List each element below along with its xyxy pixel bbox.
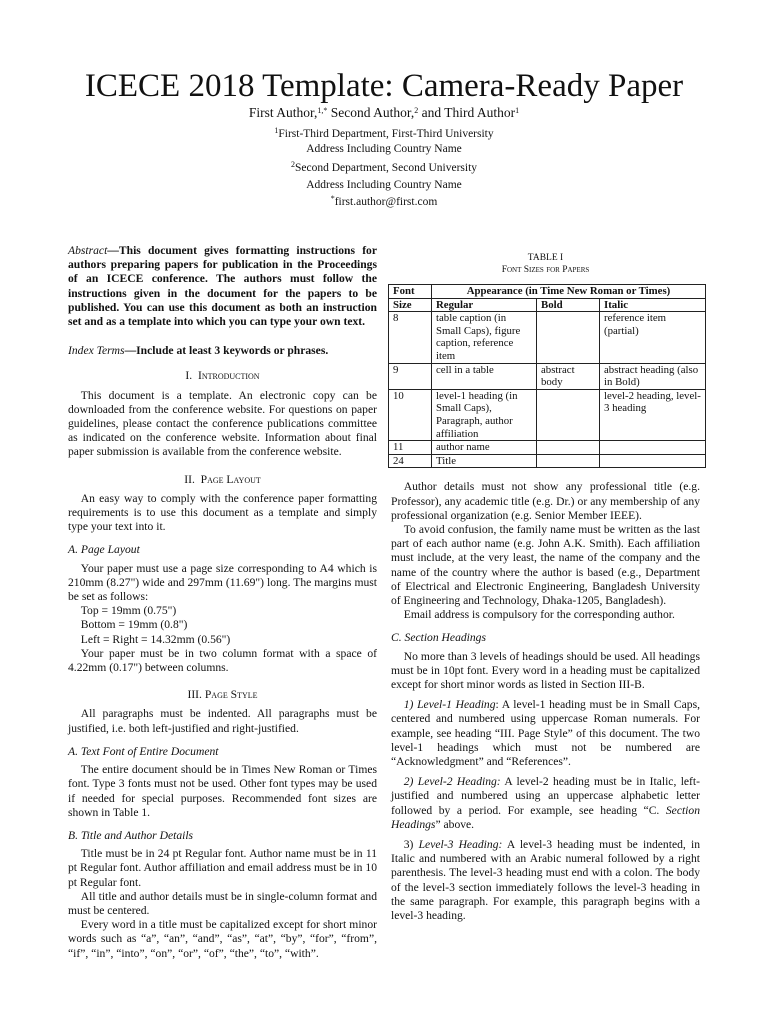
section-2-heading: II. Page Layout bbox=[184, 472, 261, 486]
table-caption: Font Sizes for Papers bbox=[501, 265, 590, 275]
index-terms: Index Terms—Include at least 3 keywords or phrases. bbox=[68, 344, 329, 358]
headings-paragraph: No more than 3 levels of headings should be used. All headings must be in 10pt font. Every word in a heading must be capitalized except for short minor words as listed in Section III-B. bbox=[391, 649, 700, 691]
table-header-bold: Bold bbox=[537, 298, 600, 312]
subsection-3a-heading: A. Text Font of Entire Document bbox=[68, 744, 219, 758]
abstract: Abstract—This document gives formatting instructions for authors preparing papers for publication in the Proceedings of an ICECE conference. The authors must follow the instructions given in the document for the papers to be published. You can use this document as both an instruction set and as a template into which you can type your own text. bbox=[68, 244, 377, 329]
affiliation-2: $^2$Second Department, Second University Address Including Country Name bbox=[290, 160, 478, 191]
email-paragraph: Email address is compulsory for the corresponding author. bbox=[403, 608, 675, 622]
section-1-paragraph: This document is a template. An electronic copy can be downloaded from the conference website. For questions on paper guidelines, please contact the conference publications committee as indicated on the conference website. Information about final paper submission is available from the conference website. bbox=[68, 388, 377, 459]
table-header-appearance: Appearance (in Time New Roman or Times) bbox=[432, 285, 706, 299]
corresponding-email: *first.author@first.com bbox=[330, 194, 438, 208]
author-2-mark: 2 bbox=[414, 106, 419, 115]
table-label: TABLE I bbox=[527, 253, 564, 263]
table-row: 11 author name bbox=[389, 441, 706, 455]
table-header-italic: Italic bbox=[600, 298, 706, 312]
table-row: 24 Title bbox=[389, 454, 706, 468]
margin-top: Top = 19mm (0.75") bbox=[80, 604, 177, 618]
table-row: 10 level-1 heading (in Small Caps), Paragraph, author affiliation level-2 heading, level-3 heading bbox=[389, 389, 706, 440]
table-row: 8 table caption (in Small Caps), figure caption, reference item reference item (partial) bbox=[389, 312, 706, 363]
margin-bottom: Bottom = 19mm (0.8") bbox=[80, 618, 188, 632]
author-1: First Author, bbox=[248, 105, 318, 120]
level-1-paragraph: 1) Level-1 Heading: A level-1 heading must be in Small Caps, centered and numbered using uppercase Roman numerals. For example, see heading “III. Page Style” of this document. The two level-1 headings which must not be numbered are “Acknowledgment” and “References”. bbox=[391, 698, 700, 768]
margin-left-right: Left = Right = 14.32mm (0.56") bbox=[80, 632, 231, 646]
paper-title: ICECE 2018 Template: Camera-Ready Paper bbox=[84, 68, 684, 104]
subsection-c-heading: C. Section Headings bbox=[391, 631, 486, 645]
table-header-font: Font bbox=[389, 285, 432, 299]
table-header-size: Size bbox=[389, 298, 432, 312]
affiliation-1: $^1$First-Third Department, First-Third University Address Including Country Name bbox=[274, 126, 494, 155]
family-name-paragraph: To avoid confusion, the family name must be written as the last part of each author name (e.g. John A.K. Smith). Each affiliation must include, at the very least, the name of the company and the name of the country where the author is based (e.g., Department of Electrical and Electronic Engineering, Bangladesh University of Engineering and Technology, Dhaka-1205, Bangladesh). bbox=[391, 522, 700, 607]
section-2-paragraph: An easy way to comply with the conference paper formatting requirements is to use this document as a template and simply type your text into it. bbox=[68, 491, 377, 534]
section-3-paragraph: All paragraphs must be indented. All paragraphs must be justified, i.e. both left-justified and right-justified. bbox=[68, 707, 377, 735]
author-3-mark: 1 bbox=[515, 106, 520, 115]
section-3-heading: III. Page Style bbox=[187, 688, 258, 702]
table-header-regular: Regular bbox=[432, 298, 537, 312]
table-row: 9 cell in a table abstract body abstract heading (also in Bold) bbox=[389, 363, 706, 389]
font-size-table bbox=[388, 284, 706, 468]
author-2: Second Author, bbox=[327, 105, 415, 120]
section-1-heading: I. Introduction bbox=[185, 369, 260, 383]
subsection-2a-heading: A. Page Layout bbox=[68, 543, 140, 557]
page-layout-paragraph: Your paper must use a page size corresponding to A4 which is 210mm (8.27") wide and 297mm (11.69") long. The margins must be set as follows: bbox=[68, 561, 377, 604]
right-column bbox=[391, 252, 700, 923]
author-1-mark: 1,* bbox=[317, 106, 328, 115]
title-font-paragraph: Title must be in 24 pt Regular font. Author name must be in 11 pt Regular font. Author affiliation and email address must be in 10 pt Regular font. bbox=[68, 847, 377, 889]
font-paragraph: The entire document should be in Times New Roman or Times font. Type 3 fonts must not be used. Other font types may be used if needed for special purposes. Recommended font sizes are shown in Table 1. bbox=[68, 763, 377, 819]
author-3: and Third Author bbox=[418, 105, 516, 120]
capitalization-paragraph: Every word in a title must be capitalized except for short minor words such as “a”, “an”, “and”, “as”, “at”, “by”, “for”, “from”, “if”, “in”, “into”, “on”, “or”, “of”, “the”, “to”, “with”. bbox=[68, 918, 377, 960]
left-column bbox=[68, 244, 377, 961]
centered-paragraph: All title and author details must be in single-column format and must be centered. bbox=[68, 889, 377, 917]
subsection-3b-heading: B. Title and Author Details bbox=[68, 828, 194, 842]
column-format-paragraph: Your paper must be in two column format with a space of 4.22mm (0.17") between columns. bbox=[68, 646, 377, 675]
author-line bbox=[0, 105, 768, 121]
author-title-paragraph: Author details must not show any professional title (e.g. Professor), any academic title (e.g. Dr.) or any membership of any professional organization (e.g. Senior Member IEEE). bbox=[391, 480, 700, 522]
level-3-paragraph: 3) Level-3 Heading: A level-3 heading must be indented, in Italic and numbered with an Arabic numeral followed by a right parenthesis. The level-3 heading must end with a colon. The body of the level-3 section immediately follows the level-3 heading in the same paragraph. For example, this paragraph begins with a level-3 heading. bbox=[391, 837, 700, 922]
level-2-paragraph: 2) Level-2 Heading: A level-2 heading must be in Italic, left-justified and numbered using an uppercase alphabetic letter followed by a period. For example, see heading “C. Section Headings” above. bbox=[391, 775, 700, 831]
